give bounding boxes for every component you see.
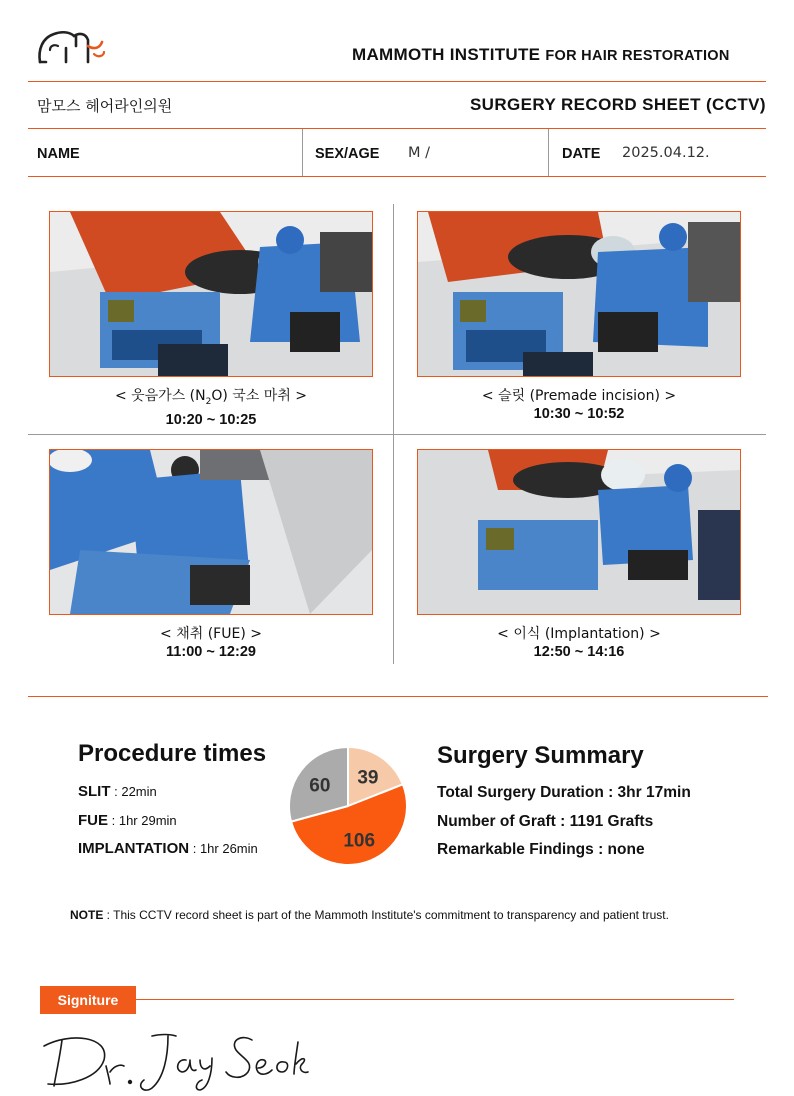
divider — [28, 176, 766, 177]
cctv-photo-anesthesia — [49, 211, 373, 377]
caption-text: < 채취 (FUE) > — [160, 626, 262, 642]
sex-age-label: SEX/AGE — [315, 146, 380, 162]
surgery-summary-title: Surgery Summary — [437, 742, 644, 769]
procedure-row: IMPLANTATION : 1hr 26min — [78, 840, 258, 857]
divider — [548, 129, 549, 176]
grid-divider — [28, 434, 766, 435]
clinic-korean-name: 맘모스 헤어라인의원 — [37, 97, 173, 115]
photo-caption — [409, 387, 749, 423]
cctv-photo-slit — [417, 211, 741, 377]
caption-text: < 웃음가스 $(N_2O)$ 국소 마취 > — [114, 388, 308, 407]
mammoth-logo-icon — [36, 28, 108, 66]
summary-grafts: Number of Graft : 1191 Grafts — [437, 813, 654, 830]
caption-time: 11:00 ~ 12:29 — [166, 644, 256, 660]
procedure-row: FUE : 1hr 29min — [78, 812, 177, 829]
sheet-title: SURGERY RECORD SHEET (CCTV) — [469, 95, 766, 114]
procedure-pie-chart — [286, 744, 410, 868]
photo-caption — [409, 625, 749, 661]
procedure-times-title: Procedure times — [78, 740, 267, 767]
pie-slice-label: 106 — [343, 830, 376, 852]
date-label: DATE — [562, 146, 601, 162]
caption-time: 10:30 ~ 10:52 — [533, 406, 625, 422]
sex-age-value: M / — [408, 145, 431, 161]
summary-findings: Remarkable Findings : none — [437, 841, 645, 858]
date-value: 2025.04.12. — [622, 145, 710, 161]
pie-slice-label: 60 — [309, 775, 331, 797]
photo-caption — [41, 387, 381, 429]
divider — [28, 696, 768, 697]
procedure-row: SLIT : 22min — [78, 783, 157, 800]
signature-badge: Signiture — [40, 986, 136, 1014]
signature-line — [136, 999, 734, 1000]
divider — [28, 81, 766, 82]
caption-time: 12:50 ~ 14:16 — [533, 644, 625, 660]
caption-text: < 이식 (Implantation) > — [497, 626, 661, 642]
cctv-photo-implantation — [417, 449, 741, 615]
institute-name: MAMMOTH INSTITUTE FOR HAIR RESTORATION — [352, 45, 730, 64]
caption-time: 10:20 ~ 10:25 — [165, 411, 257, 428]
name-label: NAME — [37, 146, 80, 162]
caption-text: < 슬릿 (Premade incision) > — [481, 388, 677, 404]
summary-duration: Total Surgery Duration : 3hr 17min — [437, 784, 691, 801]
pie-slice-label: 39 — [357, 767, 379, 789]
divider — [302, 129, 303, 176]
handwritten-signature — [40, 1026, 310, 1096]
photo-caption — [41, 625, 381, 661]
note: NOTE : This CCTV record sheet is part of the Mammoth Institute's commitment to transparency and patient trust. — [70, 908, 669, 922]
divider — [28, 128, 766, 129]
cctv-photo-fue — [49, 449, 373, 615]
